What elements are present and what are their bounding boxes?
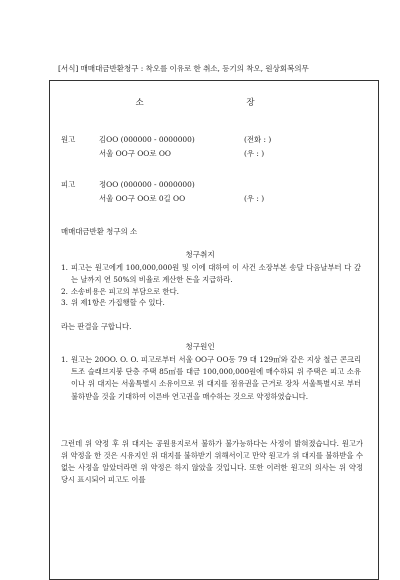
defendant-postal: (우 : ) bbox=[244, 194, 265, 203]
list-item bbox=[61, 286, 361, 298]
defendant-role: 피고 bbox=[61, 180, 76, 189]
cause-paragraph: 그런데 위 약정 후 위 대지는 공원용지로서 불하가 불가능하다는 사정이 밝혀졌습니다. 원고가 위 약정을 한 것은 시유지인 위 대지를 불하받기 위해서이고 만약 원고가 위 대지를 불하받을 수 없는 사정을 알았더라면 위 약정은 하지 않았을 것입니다. 또한 이러한 원고의 의사는 위 약정 당시 표시되어 피고도 이를 bbox=[61, 439, 363, 484]
item-number: 1. bbox=[61, 355, 68, 364]
plaintiff-block bbox=[61, 133, 361, 163]
form-header: [서식] 매매대금반환청구 : 착오를 이유로 한 취소, 등기의 착오, 원상회복의무 bbox=[58, 64, 309, 73]
defendant-address: 서울 OO구 OO로 0길 OO bbox=[99, 194, 186, 203]
item-text: 소송비용은 피고의 부담으로 한다. bbox=[71, 286, 179, 296]
plaintiff-role: 원고 bbox=[61, 135, 76, 144]
item-number: 3. bbox=[61, 298, 68, 308]
defendant-name: 정OO (000000 - 0000000) bbox=[99, 180, 195, 189]
document-title: 소 장 bbox=[135, 98, 305, 108]
plaintiff-name: 김OO (000000 - 0000000) bbox=[99, 135, 195, 144]
purport-title: 청구취지 bbox=[185, 250, 215, 259]
case-name: 매매대금반환 청구의 소 bbox=[61, 227, 138, 236]
list-item bbox=[61, 262, 361, 286]
plaintiff-address: 서울 OO구 OO로 OO bbox=[99, 149, 171, 158]
item-text: 위 제1항은 가집행할 수 있다. bbox=[71, 298, 165, 308]
plaintiff-postal: (우 : ) bbox=[244, 149, 265, 158]
purport-list bbox=[61, 262, 361, 309]
list-item bbox=[61, 297, 361, 309]
defendant-block bbox=[61, 178, 361, 208]
plaintiff-phone: (전화 : ) bbox=[244, 135, 272, 144]
cause-title: 청구원인 bbox=[185, 342, 215, 351]
list-item bbox=[61, 354, 361, 403]
item-number: 1. bbox=[61, 263, 68, 272]
purport-closing: 라는 판결을 구합니다. bbox=[61, 322, 132, 331]
item-text: 피고는 원고에게 100,000,000원 및 이에 대하여 이 사건 소장부본 송달 다음날부터 다 갚는 날까지 연 50%의 비율로 계산한 돈을 지급하라. bbox=[71, 263, 361, 284]
item-text: 원고는 20OO. O. O. 피고로부터 서울 OO구 OO동 79 대 129㎡와 같은 지상 철근 콘크리트조 슬래브지붕 단층 주택 85㎡를 대금 100,000,000원에 매수하되 위 주택은 피고 소유이나 위 대지는 서울특별시 소유이므로 위 대지를 점유권을 근거로 장차 서울특별시로 부터 불하받을 것을 기대하여 이른바 연고권을 매수하는 것으로 약정하였습니다. bbox=[71, 355, 361, 401]
item-number: 2. bbox=[61, 286, 68, 296]
cause-list bbox=[61, 354, 361, 403]
